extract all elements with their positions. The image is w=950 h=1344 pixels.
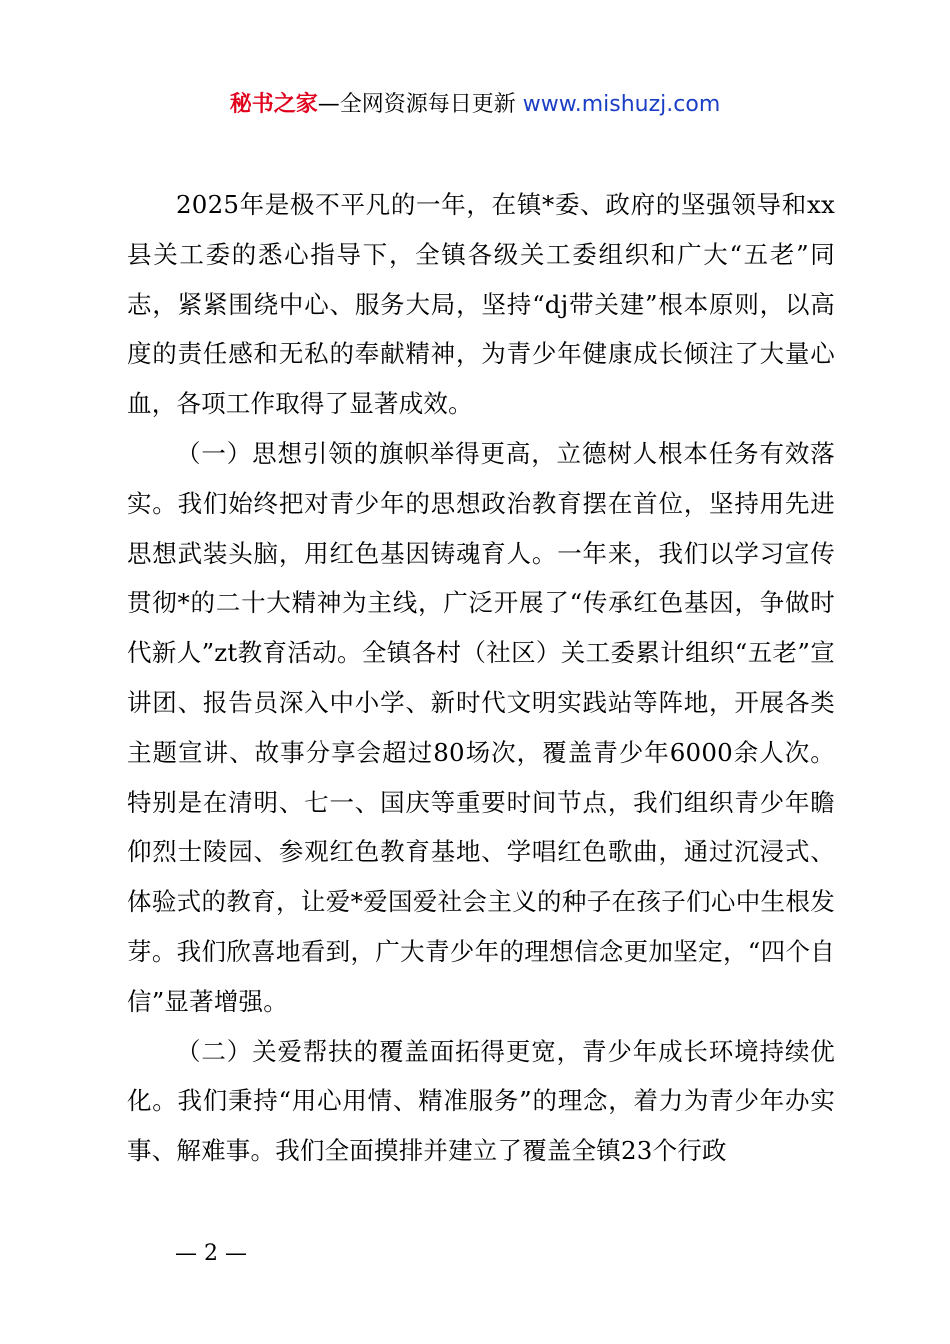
paragraph-section-2: （二）关爱帮扶的覆盖面拓得更宽，青少年成长环境持续优化。我们秉持“用心用情、精准服务”的理念，着力为青少年办实事、解难事。我们全面摸排并建立了覆盖全镇23个行政 [127, 1036, 835, 1166]
site-brand: 秘书之家 [229, 92, 318, 117]
paragraph-intro: 2025年是极不平凡的一年，在镇*委、政府的坚强领导和xx县关工委的悉心指导下，全镇各级关工委组织和广大“五老”同志，紧紧围绕中心、服务大局，坚持“dj带关建”根本原则，以高度的责任感和无私的奉献精神，为青少年健康成长倾注了大量心血，各项工作取得了显著成效。 [127, 190, 835, 419]
paragraph-section-1: （一）思想引领的旗帜举得更高，立德树人根本任务有效落实。我们始终把对青少年的思想政治教育摆在首位，坚持用先进思想武装头脑，用红色基因铸魂育人。一年来，我们以学习宣传贯彻*的二十大精神为主线，广泛开展了“传承红色基因，争做时代新人”zt教育活动。全镇各村（社区）关工委累计组织“五老”宣讲团、报告员深入中小学、新时代文明实践站等阵地，开展各类主题宣讲、故事分享会超过80场次，覆盖青少年6000余人次。特别是在清明、七一、国庆等重要时间节点，我们组织青少年瞻仰烈士陵园、参观红色教育基地、学唱红色歌曲，通过沉浸式、体验式的教育，让爱*爱国爱社会主义的种子在孩子们心中生根发芽。我们欣喜地看到，广大青少年的理想信念更加坚定，“四个自信”显著增强。 [127, 438, 835, 1016]
document-body [127, 180, 835, 1176]
site-tagline: —全网资源每日更新 [317, 92, 523, 117]
site-header [0, 88, 950, 122]
site-url-link[interactable]: www.mishuzj.com [522, 92, 721, 117]
page-number: — 2 — [175, 1241, 247, 1266]
